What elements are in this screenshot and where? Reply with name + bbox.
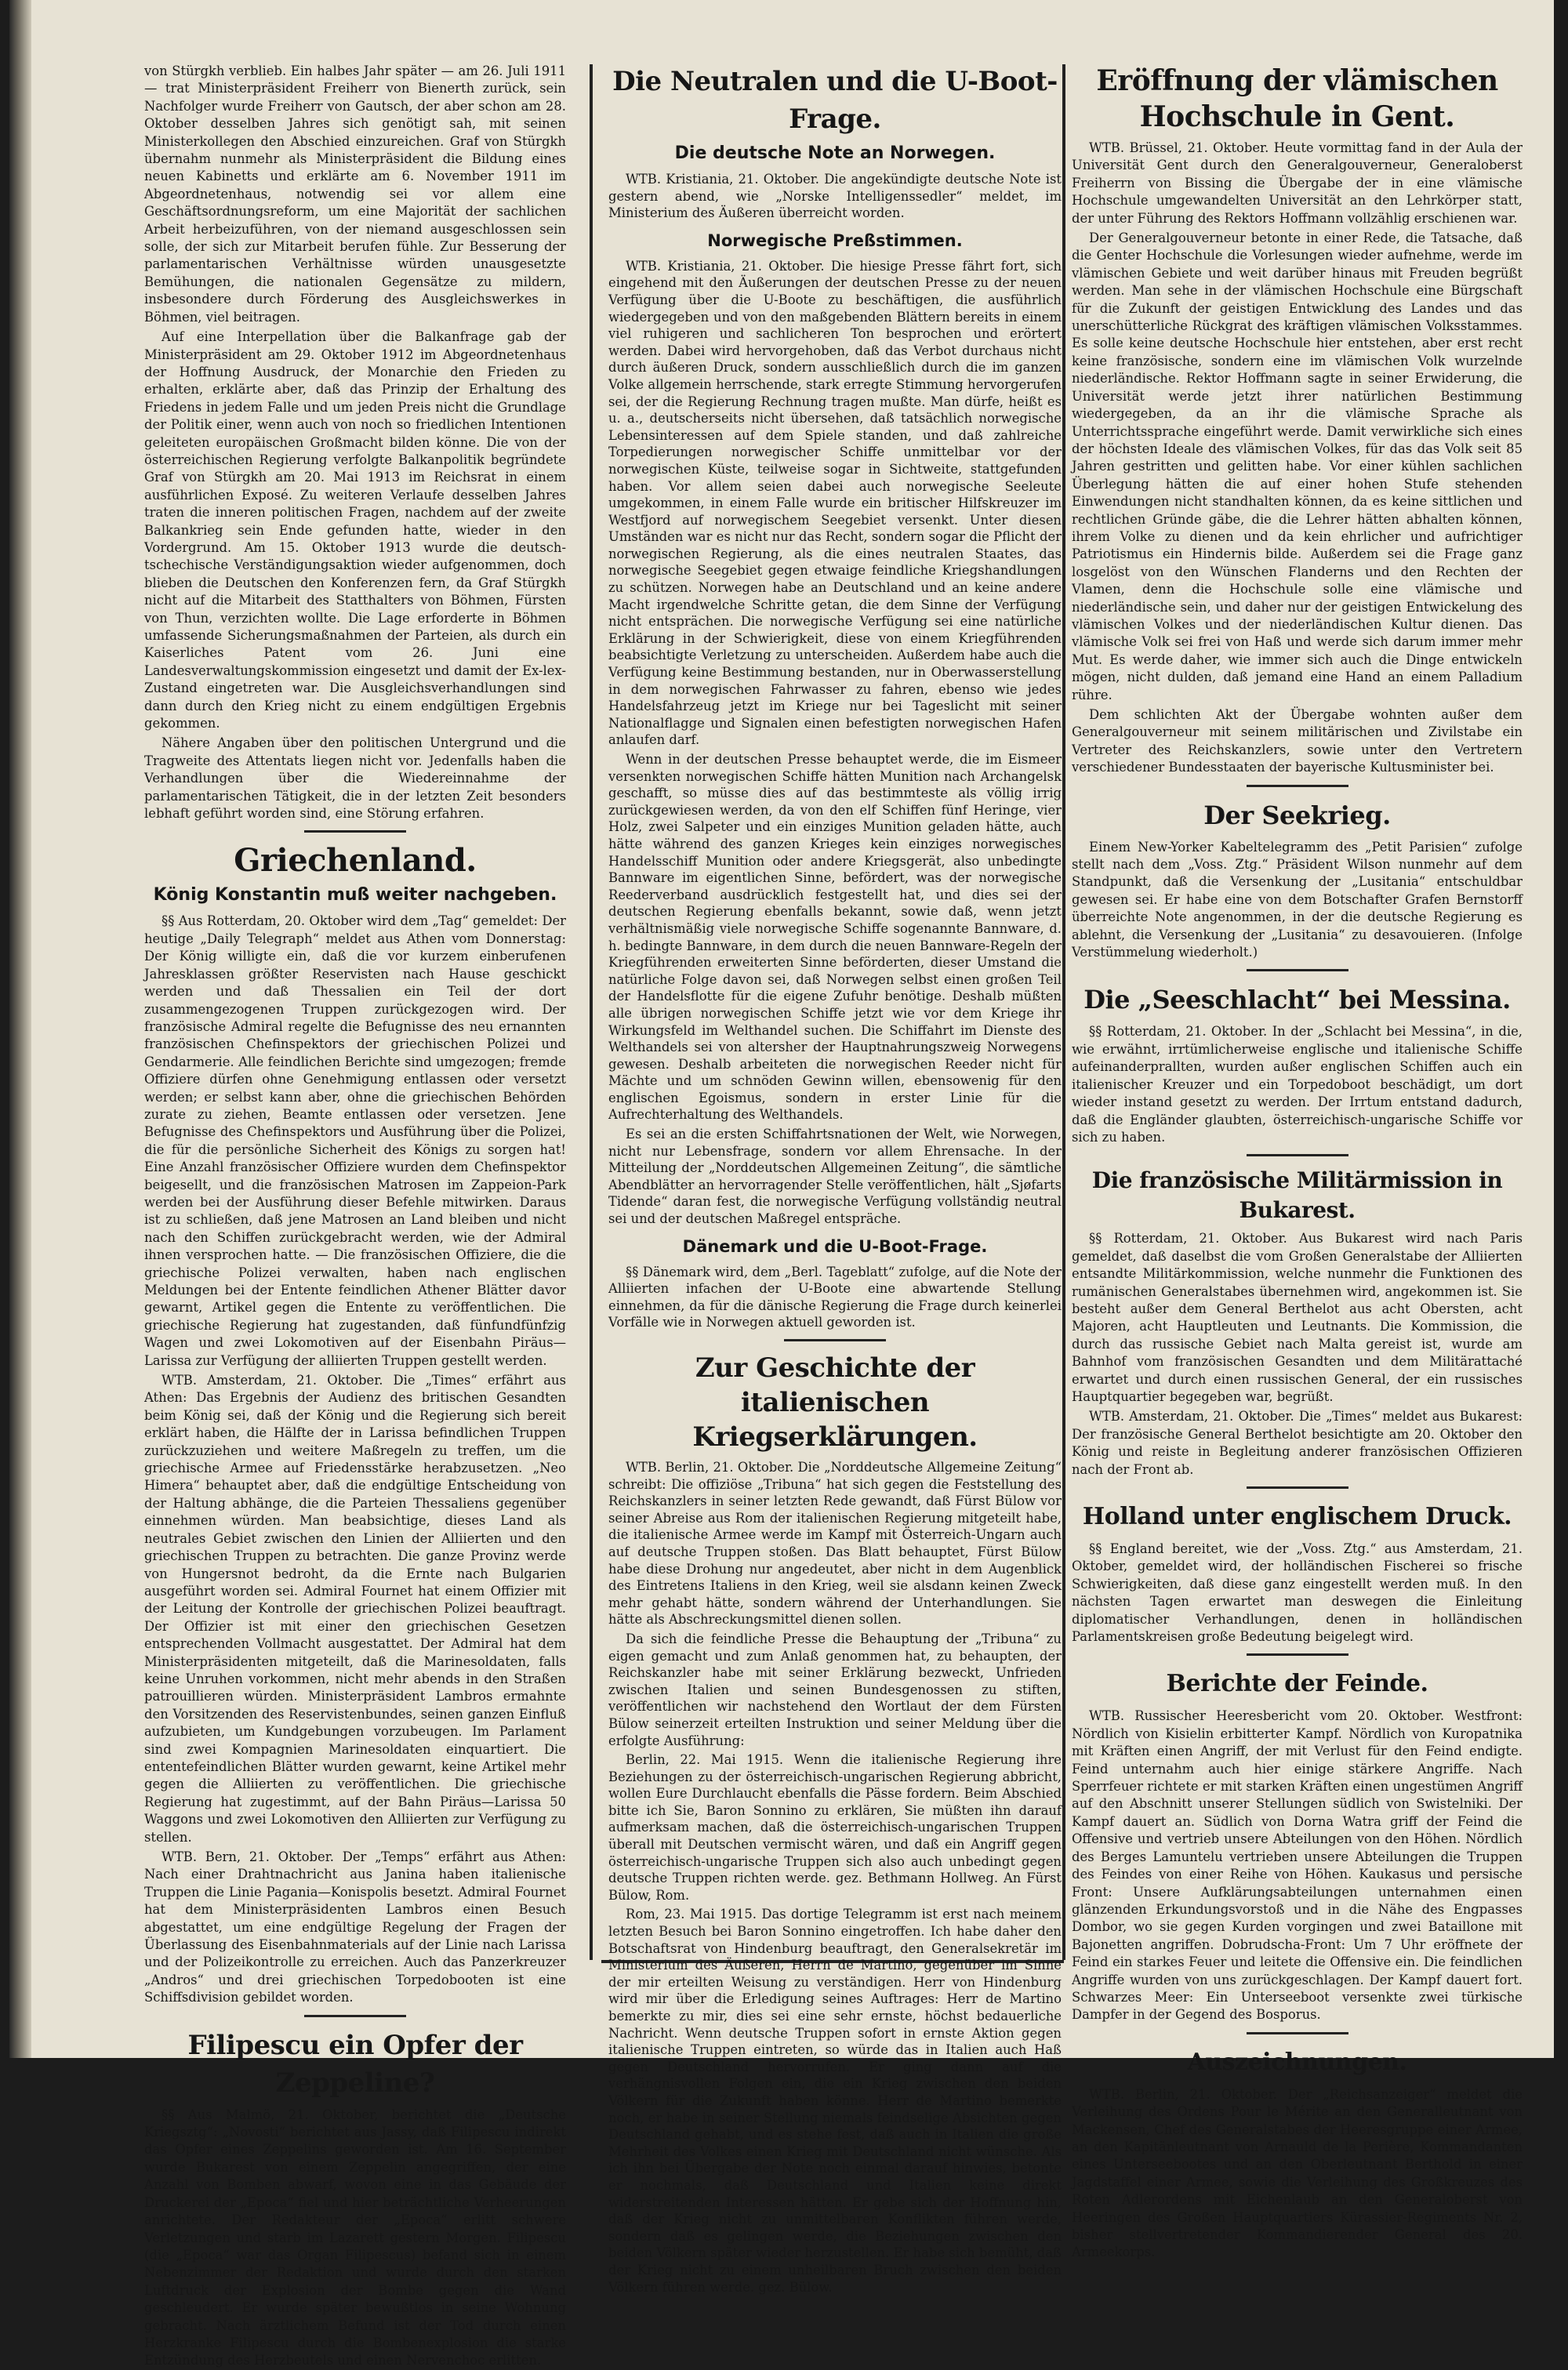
article-paragraph: WTB. Brüssel, 21. Oktober. Heute vormittag fand in der Aula der Universität Gent durch den Generalgouverneur, Generaloberst Freiherrn von Bissing die Übergabe der in eine vlämische Hochschule umgewandelten Universität an den Lehrkörper statt, der unter Führung des Rektors Hoffmann vollzählig erschienen war. bbox=[1072, 140, 1523, 226]
article-paragraph: §§ Rotterdam, 21. Oktober. Aus Bukarest wird nach Paris gemeldet, daß daselbst die vom Großen Generalstabe der Alliierten entsandte Militärkommission, welche nunmehr die Funktionen des rumänischen Generalstabes übernehmen wird, angekommen ist. Sie besteht außer dem General Berthelot aus acht Obersten, acht Majoren, acht Hauptleuten und Leutnants. Die Kommission, die durch das russische Gebiet nach Malta gereist ist, wurde am Bahnhof vom französischen Gesandten und dem Militärattaché erwartet und durch einen russischen General, der ein russisches Hauptquartier begegeben war, begrüßt. bbox=[1072, 1231, 1523, 1404]
subheadline-note: Die deutsche Note an Norwegen. bbox=[674, 143, 996, 163]
headline-neutralen: Die Neutralen und die U-Boot-Frage. bbox=[612, 66, 1058, 135]
headline-auszeichnungen: Auszeichnungen. bbox=[1187, 2048, 1407, 2076]
headline-holland: Holland unter englischem Druck. bbox=[1082, 1503, 1512, 1530]
divider bbox=[1247, 1486, 1348, 1489]
article-paragraph: WTB. Berlin, 21. Oktober. Die „Norddeutsche Allgemeine Zeitung“ schreibt: Die offiziöse „Tribuna“ hat sich gegen die Feststellung des Reichskanzlers in seiner letzten Rede gewandt, daß Fürst Bülow vor seiner Abreise aus Rom der italienischen Regierung mitgeteilt habe, die italienische Armee werde im Kampf mit Österreich-Ungarn auch auf deutsche Truppen stoßen. Das Blatt behauptet, Fürst Bülow habe diese Drohung nur angedeutet, aber nicht in dem Augenblick des Eintretens Italiens in den Krieg, weil sie alsdann keinen Zweck mehr gehabt hätte, sondern während der Unterhandlungen. Sie hätte als Abschreckungsmittel dienen sollen. bbox=[608, 1460, 1062, 1628]
column-1 bbox=[144, 63, 566, 2368]
divider bbox=[1247, 1154, 1348, 1156]
headline-filipescu: Filipescu ein Opfer der Zeppeline? bbox=[187, 2029, 523, 2099]
column-2 bbox=[608, 63, 1062, 2295]
article-paragraph: §§ Rotterdam, 21. Oktober. In der „Schlacht bei Messina“, in die, wie erwähnt, irrtümlicherweise englische und italienische Schiffe aufeinanderprallten, wurden außer englischen Schiffen auch ein italienischer Kreuzer und ein Torpedoboot beschädigt, um dort wieder instand gesetzt zu werden. Der Irrtum entstand dadurch, daß die Engländer glaubten, österreichisch-ungarische Schiffe vor sich zu haben. bbox=[1072, 1024, 1523, 1145]
headline-militaermission: Die französische Militärmission in Bukarest. bbox=[1091, 1167, 1503, 1224]
headline-griechenland: Griechenland. bbox=[234, 842, 477, 880]
article-paragraph: WTB. Amsterdam, 21. Oktober. Die „Times“ meldet aus Bukarest: Der französische General Berthelot besichtigte am 20. Oktober den König und reiste in Begleitung anderer französischen Offizieren nach der Front ab. bbox=[1072, 1409, 1523, 1477]
headline-berichte: Berichte der Feinde. bbox=[1166, 1670, 1428, 1698]
article-paragraph: WTB. Russischer Heeresbericht vom 20. Oktober. Westfront: Nördlich von Kisielin erbitterter Kampf. Nördlich von Kuropatnika mit Kräften einen Angriff, der mit Verlust für den Feind endigte. Feind unternahm auch hier einige stärkere Angriffe. Nach Sperrfeuer richtete er mit starken Kräften einen ungestümen Angriff auf den Abschnitt unserer Stellungen südlich von Swistelniki. Der Kampf dauert an. Südlich von Dorna Watra griff der Feind die Offensive und vertrieb unsere Abteilungen von den Höhen. Nördlich des Berges Lamuntelu vertrieben unsere Abteilungen die Truppen des Feindes von einer Reihe von Höhen. Kaukasus und persische Front: Unsere Aufklärungsabteilungen unternahmen einen glänzenden Erkundungsvorstoß und in die Nähe des Engpasses Dombor, wo sie gegen Kurden vorgingen und zwei Bataillone mit Bajonetten angriffen. Dobrudscha-Front: Um 7 Uhr eröffnete der Feind ein starkes Feuer und leitete die Offensive ein. Die feindlichen Angriffe wurden von uns zurückgeschlagen. Der Kampf dauert fort. Schwarzes Meer: Ein Unterseeboot versenkte zwei türkische Dampfer in der Gegend des Bosporus. bbox=[1072, 1708, 1523, 2023]
column-rule-left bbox=[590, 64, 593, 1960]
subheadline-presse: Norwegische Preßstimmen. bbox=[707, 230, 963, 250]
article-paragraph: Der Generalgouverneur betonte in einer Rede, die Tatsache, daß die Genter Hochschule die Vorlesungen wieder aufnehme, werde im vlämischen Gebiete und weit darüber hinaus mit Freuden begrüßt werden. Man sehe in der vlämischen Hochschule eine Bürgschaft für die Zukunft der geistigen Entwicklung des Landes und das unerschütterliche Rückgrat des kräftigen vlämischen Volksstammes. Es solle keine deutsche Hochschule hier entstehen, aber erst recht keine französische, sondern eine im vlämischen Volk wurzelnde niederländische. Rektor Hoffmann sagte in seiner Erwiderung, die Universität werde jetzt ihrer natürlichen Bestimmung wiedergegeben, da an ihr die vlämische Sprache als Unterrichtssprache eingeführt werde. Damit verwirkliche sich eines der höchsten Ideale des vlämischen Volkes, für das das Volk seit 85 Jahren gestritten und gelitten habe. Vor einer kühlen sachlichen Überlegung hätten die auf einer hohen Stufe stehenden Einwendungen nicht standhalten können, da es keine sittlichen und rechtlichen Gründe gäbe, die die Lehrer hätten abhalten können, ihrem Volke zu dienen und da kein ehrlicher und aufrichtiger Patriotismus ein Hindernis bilde. Außerdem sei die Frage ganz losgelöst von den Wünschen Flanderns und den Rechten der Vlamen, denn die Hochschule solle eine vlämische und niederländische sein, und daher nur der geistigen Entwickelung des vlämischen Volkes und der niederländischen Kultur dienen. Das vlämische Volk sei frei von Haß und werde sich darum immer mehr Mut. Es werde daher, wie immer sich auch die Dinge entwickeln mögen, nicht dulden, daß jemand eine Hand an einem Palladium rühre. bbox=[1072, 230, 1523, 702]
headline-messina: Die „Seeschlacht“ bei Messina. bbox=[1083, 985, 1511, 1015]
headline-geschichte: Zur Geschichte der italienischen Kriegserklärungen. bbox=[692, 1352, 978, 1453]
article-paragraph: WTB. Kristiania, 21. Oktober. Die angekündigte deutsche Note ist gestern abend, wie „Norske Intelligenssedler“ meldet, im Ministerium des Äußeren überreicht worden. bbox=[608, 172, 1062, 221]
article-paragraph: §§ Aus Malmö, 21. Oktober, berichtet die „Deutsche Kriegsztg“: „Novosti“ berichtet aus Jassy, daß Filipescu indirekt das Opfer eines Zeppelins geworden ist. Am 16. September wurde Bukarest von einem Zeppelin angegriffen, der eine Anzahl von Bomben abwarf, wovon eine in das Gebäude der Druckerei der „Epoca“ fiel und hier beträchtliche Verheerungen anrichtete. Der Redakteur der „Epoca“ erlitt schwere Verletzungen und starb im Lazarett gestern Morgen. Filipescu (die „Epoca“ war das Organ Filipescus) befand sich in einem Nebenzimmer der Redaktion und wurde durch den starken Luftdruck der Explosion der Bombe gegen die Wand geschleudert. Er wurde später bewußtlos in seine Wohnung gebracht. Nach ärztlichem Befund ist der Tod durch einen Herzkranke Filipescu durch die Bombenexplosion die starke Entzündung des Herzbeutels und einen Nervenchoc erlitten. bbox=[144, 2107, 566, 2368]
article-paragraph: Da sich die feindliche Presse die Behauptung der „Tribuna“ zu eigen gemacht und zum Anlaß genommen hat, zu behaupten, der Reichskanzler habe mit seiner Erklärung bezweckt, Unfrieden zwischen Italien und seinen Bundesgenossen zu stiften, veröffentlichen wir nachstehend den Wortlaut der dem Fürsten Bülow seinerzeit erteilten Instruktion und seiner Meldung über die erfolgte Ausführung: bbox=[608, 1631, 1062, 1748]
subheadline-konstantin: König Konstantin muß weiter nachgeben. bbox=[153, 885, 557, 906]
article-paragraph: Dem schlichten Akt der Übergabe wohnten außer dem Generalgouverneur mit seinem militärischen und Zivilstabe ein Vertreter des Reichskanzlers, sowie unter den Vertretern verschiedener Bundesstaaten der bayerische Kultusminister bei. bbox=[1072, 707, 1523, 775]
article-paragraph: Einem New-Yorker Kabeltelegramm des „Petit Parisien“ zufolge stellt nach dem „Voss. Ztg.“ Präsident Wilson nunmehr auf dem Standpunkt, daß die Versenkung der „Lusitania“ entschuldbar gewesen sei. Er habe eine von dem Botschafter Grafen Bernstorff überreichte Note angenommen, in der die deutsche Regierung es ablehnt, die Versenkung der „Lusitania“ zu desavouieren. (Infolge Verstümmelung wiederholt.) bbox=[1072, 839, 1523, 960]
column-rule-right bbox=[1062, 64, 1065, 1960]
headline-eroeffnung: Eröffnung der vlämischen Hochschule in Gent. bbox=[1096, 64, 1498, 133]
divider bbox=[1247, 2032, 1348, 2034]
article-paragraph: WTB. Berlin, 21. Oktober. Der „Reichsanzeiger“ meldet die Verleihung des Ordens Pour le Mérite an den Generalleutnant von Mackensen, Chef des Generalstabes der Heeresgruppe einer Armee, an den Kapitänleutnant von Arnauld de la Perière, Kommandanten eines Unterseebootes und an den Oberleutnant Berthold in einer Jagdstaffel einer Armee, sowie die Verleihung des Großkreuzes des Roten Adlerordens mit Eichenlaub an den Generaloberst von Heeringen des Großen Hauptquartiers Kürassier-Regiments Nr. 2, bisher stellvertretender Kommandierender General des 20. Armeekorps. bbox=[1072, 2086, 1523, 2260]
article-paragraph: Wenn in der deutschen Presse behauptet werde, die im Eismeer versenkten norwegischen Schiffe hätten Munition nach Archangelsk geschafft, so müsse dies auf das bestimmteste als völlig irrig zurückgewiesen werden, da von den elf Schiffen fünf Heringe, vier Holz, zwei Salpeter und ein einziges Munition geladen hätte, auch hätte während des ganzen Krieges kein einziges norwegisches Handelsschiff Munition oder andere Kriegsgerät, also unbedingte Bannware im eigentlichen Sinne, befördert, was der norwegische Reederverband ausdrücklich festgestellt hat, und dies sei der deutschen Regierung ebenfalls bekannt, sowie daß, wenn jetzt verhältnismäßig viele norwegische Schiffe sogenannte Bannware, d. h. bedingte Bannware, in dem durch die neuen Bannware-Regeln der Kriegführenden erweiterten Sinne beförderten, dieser Umstand die natürliche Folge davon sei, daß Norwegen selbst einen großen Teil der Handelsflotte für die eigene Zufuhr benötige. Deshalb müßten alle übrigen norwegischen Schiffe jetzt wie vor dem Kriege ihr Wirkungsfeld im Welthandel suchen. Die Schiffahrt im Dienste des Welthandels sei von altersher der Hauptnahrungszweig Norwegens gewesen. Deshalb arbeiteten die norwegischen Reeder nicht für Mächte und um schnöden Gewinn willen, ebensowenig für den englischen Egoismus, sondern in erster Linie für die Aufrechterhaltung des Welthandels. bbox=[608, 752, 1062, 1123]
article-paragraph: Rom, 23. Mai 1915. Das dortige Telegramm ist erst nach meinem letzten Besuch bei Baron Sonnino eingetroffen. Ich habe daher den Botschaftsrat von Hindenburg beauftragt, den Generalsekretär im Ministerium des Äußeren, Herrn de Martino, gegenüber im Sinne der mir erteilten Weisung zu verständigen. Herr von Hindenburg wird mir über die Erledigung seines Auftrages: Herr de Martino bemerkte zu mir, dies sei eine sehr ernste, höchst bedauerliche Nachricht. Wenn deutsche Truppen sofort in ernste Aktion gegen italienische Truppen eintreten, so würde das in Italien auch Haß gegen Deutschland hervorrufen. Er ging dann auf die verhängnisvollen Folgen ein, die ein Krieg zwischen den beiden Völkern für die Zukunft haben könne. Herr de Martino bemerkte noch, er habe in seiner Stellung niemals feindselige Absichten gegen Deutschland gehabt, und es stehe fest, daß auch in Italien die große Mehrheit des Volkes einen Krieg mit Deutschland nicht wünsche. Als ich ihn bei Übergabe der Note noch einmal darauf hinwies, betonte er nochmals, daß Deutschland und Italien keine direkt widerstreitenden Interessen hätten. Er gebe sich der Hoffnung hin, daß der Krieg nicht zu unmittelbaren Konflikten führen werde, sondern daß es gelingen werde, die Beziehungen zwischen den beiden Völkern später wieder herzustellen. Er habe sich bemüht, daß der Krieg nicht zu einem unheilbaren Bruch zwischen den beiden Völkern führen werde. gez. Bülow. bbox=[608, 1907, 1062, 2295]
article-paragraph: Es sei an die ersten Schiffahrtsnationen der Welt, wie Norwegen, nicht nur Lebensfrage, sondern vor allem Ehrensache. In der Mitteilung der „Norddeutschen Allgemeinen Zeitung“, die sämtliche Abendblätter an hervorragender Stelle veröffentlichen, hält „Sjøfarts Tidende“ daran fest, die norwegische Verfügung vollständig neutral sei und der deutschen Maßregel entspräche. bbox=[608, 1127, 1062, 1227]
article-paragraph: §§ Dänemark wird, dem „Berl. Tageblatt“ zufolge, auf die Note der Alliierten infachen der U-Boote eine abwartende Stellung einnehmen, da für die dänische Regierung die Frage durch keinerlei Vorfälle wie in Norwegen aktuell geworden ist. bbox=[608, 1264, 1062, 1330]
article-paragraph: WTB. Amsterdam, 21. Oktober. Die „Times“ erfährt aus Athen: Das Ergebnis der Audienz des britischen Gesandten beim König sei, daß der König und die Regierung sich bereit erklärt haben, die Hälfte der in Larissa befindlichen Truppen zurückzuziehen und weitere Maßregeln zu treffen, um die griechische Armee auf Friedensstärke herabzusetzen. „Neo Himera“ behauptet aber, daß die endgültige Entscheidung von der Haltung abhänge, die die Parteien Thessaliens gegenüber einnehmen würden. Man beabsichtige, dieses Land als neutrales Gebiet zwischen den Linien der Alliierten und den griechischen Truppen zu betrachten. Die ganze Provinz werde von Hungersnot bedroht, da die Ernte nach Bulgarien ausgeführt worden sei. Admiral Fournet hat einem Offizier mit der Leitung der Kontrolle der griechischen Polizei beauftragt. Der Offizier ist mit einer den griechischen Gesetzen entsprechenden Vollmacht ausgestattet. Der Admiral hat dem Ministerpräsidenten mitgeteilt, daß die Marinesoldaten, falls keine Unruhen vorkommen, nicht mehr abends in den Straßen patrouillieren würden. Ministerpräsident Lambros ermahnte den Vorsitzenden des Reservistenbundes, seinen ganzen Einfluß aufzubieten, um Kundgebungen vorzubeugen. Im Parlament sind zwei Kompagnien Marinesoldaten einquartiert. Die ententefeindlichen Blätter wurden gewarnt, keine Artikel mehr gegen die Alliierten zu veröffentlichen. Die griechische Regierung hat zugestimmt, auf der Bahn Piräus—Larissa 50 Waggons und zwei Lokomotiven den Alliierten zur Verfügung zu stellen. bbox=[144, 1373, 566, 1845]
article-paragraph: §§ Aus Rotterdam, 20. Oktober wird dem „Tag“ gemeldet: Der heutige „Daily Telegraph“ meldet aus Athen vom Donnerstag: Der König willigte ein, daß die vor kurzem einberufenen Jahresklassen größter Reservisten nach Hause geschickt werden und daß Thessalien ein Teil der dort zusammengezogenen Truppen zurückgezogen wird. Der französische Admiral regelte die Befugnisse des neu ernannten französischen Chefinspektors der griechischen Polizei und Gendarmerie. Alle feindlichen Berichte sind umgezogen; fremde Offiziere dürfen ohne Genehmigung entlassen oder versetzt werden; er selbst kann aber, ohne die griechischen Behörden zurate zu ziehen, Beamte entlassen oder versetzen. Jene Befugnisse des Chefinspektors und Ausführung über die Polizei, die für die persönliche Sicherheit des Königs zu sorgen hat! Eine Anzahl französischer Offiziere wurden dem Chefinspektor beigesellt, und die französischen Matrosen im Zappeion-Park werden bei der Ausführung dieser Befehle mitwirken. Daraus ist zu schließen, daß jene Matrosen an Land bleiben und nicht nach den Schiffen zurückgebracht werden, wie der Admiral ihnen versprochen hatte. — Die französischen Offiziere, die die griechische Polizei verwalten, haben nach englischen Meldungen bei der Entente feindlichen Athener Blätter davor gewarnt, Artikel gegen die Entente zu veröffentlichen. Die griechische Regierung hat zugestanden, daß fünfundfünfzig Wagen und zwei Lokomotiven auf der Eisenbahn Piräus—Larissa zur Verfügung der alliierten Truppen gestellt werden. bbox=[144, 913, 566, 1368]
divider bbox=[1247, 1653, 1348, 1656]
newspaper-page bbox=[9, 0, 1554, 2368]
article-paragraph: WTB. Kristiania, 21. Oktober. Die hiesige Presse fährt fort, sich eingehend mit den Äußerungen der deutschen Presse zu der neuen Verfügung über die U-Boote zu beschäftigen, die ausführlich wiedergegeben und von den maßgebenden Blättern bereits in einem viel ruhigeren und sachlicheren Ton besprochen und erörtert werden. Dabei wird hervorgehoben, daß das Verbot durchaus nicht durch äußeren Druck, sondern ausschließlich durch die im ganzen Volke allgemein herrschende, stark erregte Stimmung hervorgerufen sei, der die Regierung Rechnung tragen mußte. Man dürfe, heißt es u. a., deutscherseits nicht übersehen, daß tatsächlich norwegische Lebensinteressen auf dem Spiele standen, und daß zahlreiche Torpedierungen norwegischer Schiffe unmittelbar vor der norwegischen Küste, teilweise sogar in Sichtweite, stattgefunden haben. Vor allem seien dabei auch norwegische Seeleute umgekommen, in einem Falle wurde ein britischer Hilfskreuzer im Westfjord auf norwegischem Seegebiet versenkt. Unter diesen Umständen war es nicht nur das Recht, sondern sogar die Pflicht der norwegischen Regierung, als die eines neutralen Staates, das norwegische Seegebiet gegen etwaige feindliche Kriegshandlungen zu schützen. Norwegen habe an Deutschland und an keine andere Macht irgendwelche Schritte getan, die dem Sinne der Verfügung nicht entsprächen. Die norwegische Verfügung sei eine natürliche Erklärung in der Schwierigkeit, diese von einem Kriegführenden beabsichtigte Verletzung zu unterscheiden. Außerdem habe auch die Verfügung keine Bestimmung bestanden, nur in Oberwasserstellung in dem norwegischen Fahrwasser zu fahren, ebenso wie jedes Handelsfahrzeug jetzt im Kriege nur bei Tageslicht mit seiner Nationalflagge und Signalen einen befestigten norwegischen Hafen anlaufen darf. bbox=[608, 258, 1062, 748]
article-paragraph: WTB. Bern, 21. Oktober. Der „Temps“ erfährt aus Athen: Nach einer Drahtnachricht aus Janina haben italienische Truppen die Linie Pagania—Konispolis besetzt. Admiral Fournet hat dem Ministerpräsidenten Lambros einen Besuch abgestattet, um eine endgültige Regelung der Fragen der Überlassung des Eisenbahnmaterials auf der Linie nach Larissa und der Polizeikontrolle zu erreichen. Auch das Panzerkreuzer „Andros“ und drei griechischen Torpedobooten ist eine Schiffsdivision gebildet worden. bbox=[144, 1849, 566, 2005]
article-paragraph: §§ England bereitet, wie der „Voss. Ztg.“ aus Amsterdam, 21. Oktober, gemeldet wird, der holländischen Fischerei so frische Schwierigkeiten, daß diese ganz eingestellt werden muß. In den nächsten Tagen erwartet man deswegen die Einleitung diplomatischer Verhandlungen, denen in holländischen Parlamentskreisen große Bedeutung beigelegt wird. bbox=[1072, 1541, 1523, 1645]
divider bbox=[1247, 969, 1348, 971]
article-paragraph: Nähere Angaben über den politischen Untergrund und die Tragweite des Attentats liegen nicht vor. Jedenfalls haben die Verhandlungen über die Wiedereinnahme der parlamentarischen Tätigkeit, die in der letzten Zeit besonders lebhaft geführt worden sind, eine Störung erfahren. bbox=[144, 735, 566, 822]
divider bbox=[304, 2015, 406, 2017]
divider bbox=[784, 1339, 886, 1341]
divider bbox=[304, 830, 406, 833]
divider bbox=[1247, 785, 1348, 787]
column-3 bbox=[1072, 63, 1523, 2260]
article-paragraph: von Stürgkh verblieb. Ein halbes Jahr später — am 26. Juli 1911 — trat Ministerpräsident Freiherr von Bienerth zurück, sein Nachfolger wurde Freiherr von Gautsch, der aber schon am 28. Oktober desselben Jahres sich genötigt sah, mit seinen Ministerkollegen den Abschied einzureichen. Graf von Stürgkh übernahm nunmehr als Ministerpräsident die Bildung eines neuen Kabinetts und erklärte am 6. November 1911 im Abgeordnetenhaus, notwendig sei vor allem eine Geschäftsordnungsreform, um eine Majorität der sachlichen Arbeit herbeizuführen, von der niemand ausgeschlossen sein solle, der sich zur Mitarbeit berufen fühle. Zur Besserung der parlamentarischen Verhältnisse würden unausgesetzte Bemühungen, die nationalen Gegensätze zu mildern, insbesondere durch Förderung des Ausgleichswerkes in Böhmen, viel beitragen. bbox=[144, 64, 566, 325]
article-paragraph: Auf eine Interpellation über die Balkanfrage gab der Ministerpräsident am 29. Oktober 1912 im Abgeordnetenhaus der Hoffnung Ausdruck, der Monarchie den Frieden zu erhalten, erklärte aber, daß das Prinzip der Erhaltung des Friedens in jedem Falle und um jeden Preis nicht die Grundlage der Politik einer, wenn auch von noch so friedlichen Intentionen geleiteten europäischen Großmacht bilden könne. Die von der österreichischen Regierung verfolgte Balkanpolitik begründete Graf von Stürgkh am 20. Mai 1913 im Reichsrat in einem ausführlichen Exposé. Zu weiteren Verlaufe desselben Jahres traten die inneren politischen Fragen, nachdem auf der zweite Balkankrieg sein Ende gefunden hatte, wieder in den Vordergrund. Am 15. Oktober 1913 wurde die deutsch-tschechische Verständigungsaktion wieder aufgenommen, doch blieben die Deutschen den Konferenzen fern, da Graf Stürgkh nicht auf die Mitarbeit des Statthalters von Böhmen, Fürsten von Thun, verzichten wollte. Die Lage erforderte in Böhmen umfassende Sicherungsmaßnahmen der Parteien, als durch ein Kaiserliches Patent vom 26. Juni eine Landesverwaltungskommission eingesetzt und damit der Ex-lex-Zustand eingetreten war. Die Ausgleichsverhandlungen sind dann durch den Krieg nicht zu einem endgültigen Ergebnis gekommen. bbox=[144, 329, 566, 731]
article-paragraph: Berlin, 22. Mai 1915. Wenn die italienische Regierung ihre Beziehungen zu der österreichisch-ungarischen Regierung abbricht, wollen Eure Durchlaucht ebenfalls die Pässe fordern. Beim Abschied bitte ich Sie, Baron Sonnino zu erklären, Sie müßten ihn darauf aufmerksam machen, daß die österreichisch-ungarischen Truppen überall mit Deutschen vermischt wären, und daß ein Angriff gegen österreichisch-ungarische Truppen sich also auch unbedingt gegen deutsche Truppen richten werde. gez. Bethmann Hollweg. An Fürst Bülow, Rom. bbox=[608, 1752, 1062, 1903]
headline-seekrieg: Der Seekrieg. bbox=[1203, 800, 1391, 830]
subheadline-daenemark: Dänemark und die U-Boot-Frage. bbox=[682, 1236, 988, 1256]
